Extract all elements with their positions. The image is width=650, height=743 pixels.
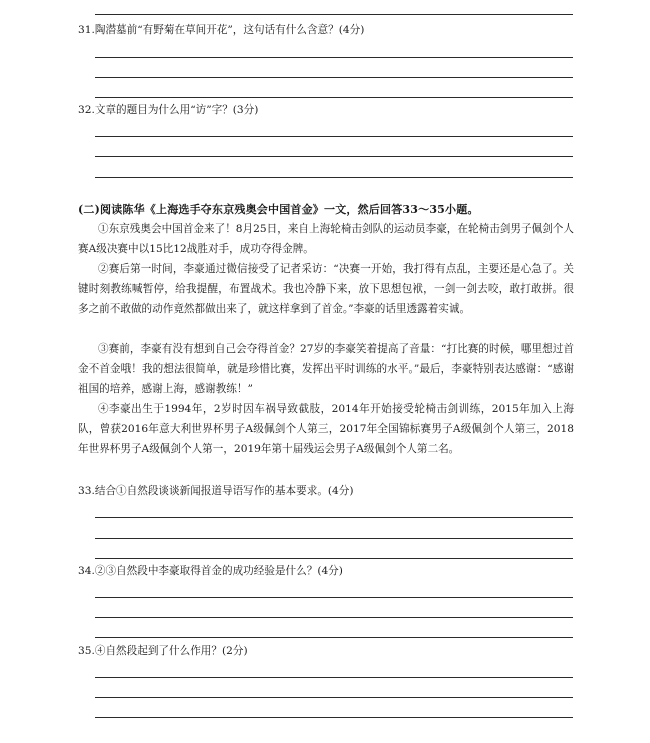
paragraph-1: ①东京残奥会中国首金来了！8月25日，来自上海轮椅击剑队的运动员李豪，在轮椅击剑男子佩剑个人赛A级决赛中以15比12战胜对手，成功夺得金牌。	[78, 223, 574, 256]
answer-line[interactable]	[95, 677, 573, 678]
paragraph-3: ③赛前，李豪有没有想到自己会夺得首金？27岁的李豪笑着提高了音量：“打比赛的时候，哪里想过首金不首金哦！我的想法很简单，就是珍惜比赛，发挥出平时训练的水平。”最后，李豪特别表达感谢：“感谢祖国的培养，感谢上海，感谢教练！”	[78, 343, 574, 396]
answer-line[interactable]	[95, 617, 573, 618]
answer-line[interactable]	[95, 177, 573, 178]
paragraph-4: ④李豪出生于1994年，2岁时因车祸导致截肢，2014年开始接受轮椅击剑训练，2015年加入上海队，曾获2016年意大利世界杯男子A级佩剑个人第三，2017年全国锦标赛男子A级佩剑个人第三，2018年世界杯男子A级佩剑个人第一，2019年第十届残运会男子A级佩剑个人第二名。	[78, 403, 574, 456]
answer-line[interactable]	[95, 97, 573, 98]
answer-line	[95, 14, 573, 15]
answer-line[interactable]	[95, 597, 573, 598]
section-title: (二)阅读陈华《上海选手夺东京残奥会中国首金》一文，然后回答33～35小题。	[78, 203, 479, 216]
answer-line[interactable]	[95, 697, 573, 698]
question-35: 35.④自然段起到了什么作用？(2分)	[78, 645, 248, 657]
answer-line[interactable]	[95, 717, 573, 718]
answer-line[interactable]	[95, 517, 573, 518]
answer-line[interactable]	[95, 136, 573, 137]
question-33: 33.结合①自然段谈谈新闻报道导语写作的基本要求。(4分)	[78, 485, 354, 497]
answer-line[interactable]	[95, 558, 573, 559]
answer-line[interactable]	[95, 77, 573, 78]
answer-line[interactable]	[95, 538, 573, 539]
question-34: 34.②③自然段中李豪取得首金的成功经验是什么？(4分)	[78, 565, 343, 577]
answer-line[interactable]	[95, 57, 573, 58]
question-31: 31.陶潜墓前“有野菊在草间开花”，这句话有什么含意？(4分)	[78, 24, 365, 36]
answer-line[interactable]	[95, 637, 573, 638]
paragraph-2: ②赛后第一时间，李豪通过微信接受了记者采访：“决赛一开始，我打得有点乱，主要还是心急了。关键时刻教练喊暂停，给我提醒，布置战术。我也冷静下来，放下思想包袱，一剑一剑去咬，敢打敢拼。很多之前不敢做的动作竟然都做出来了，就这样拿到了首金。”李豪的话里透露着实诚。	[78, 263, 574, 316]
answer-line[interactable]	[95, 156, 573, 157]
question-32: 32.文章的题目为什么用“访”字？(3分)	[78, 104, 259, 116]
